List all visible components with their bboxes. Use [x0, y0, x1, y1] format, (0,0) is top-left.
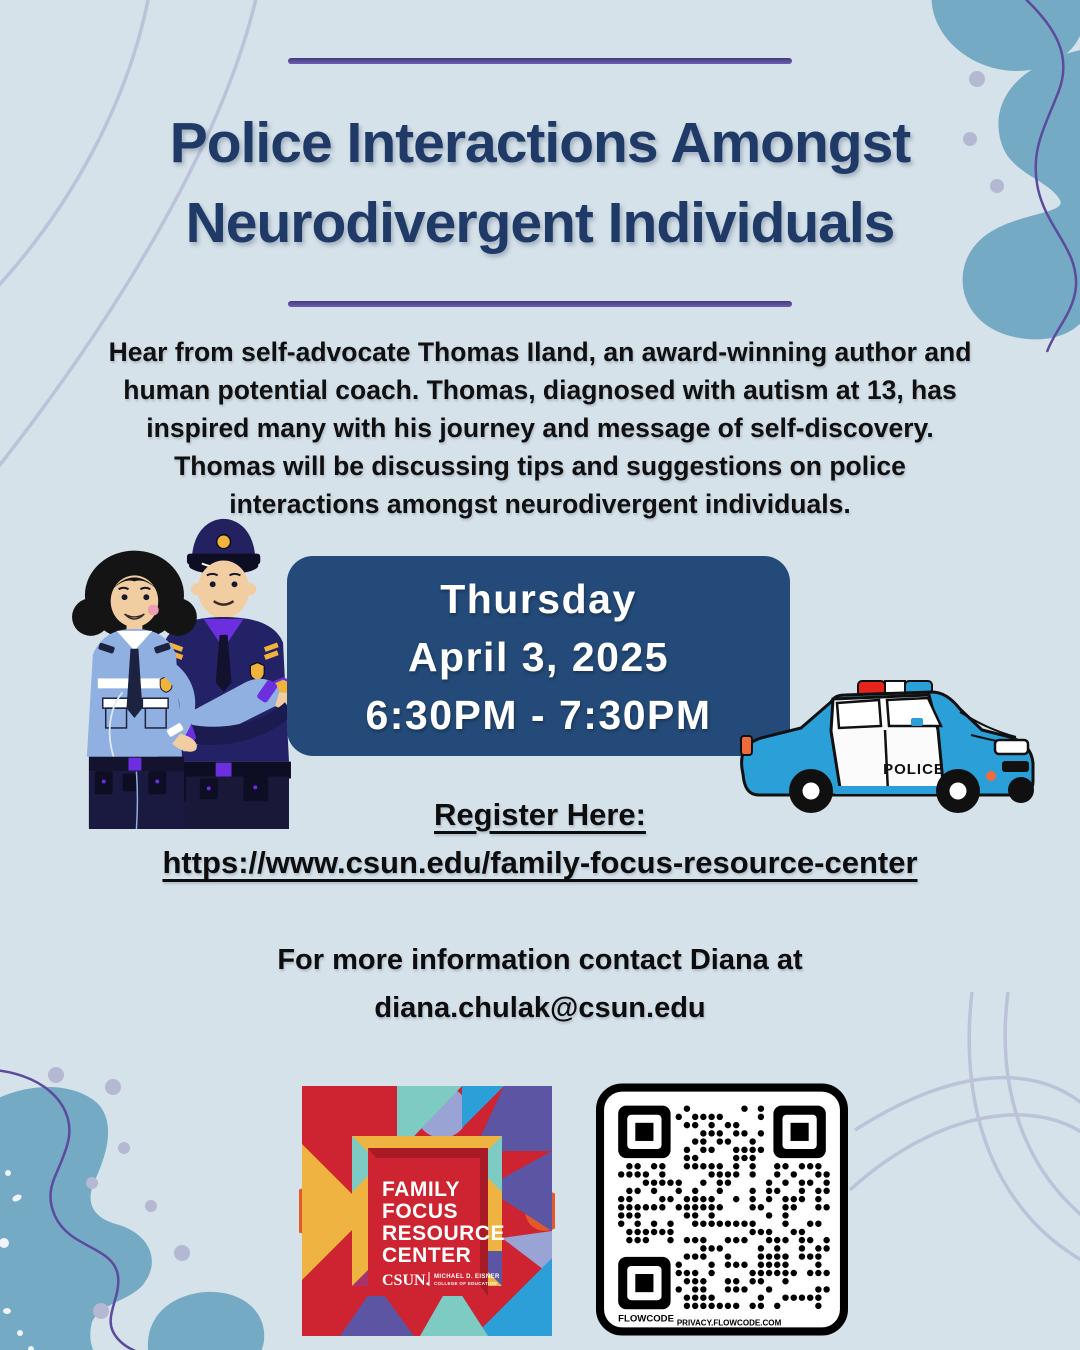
- contact-info-line1: For more information contact Diana at: [277, 944, 803, 976]
- bottom-left-blob: [0, 1067, 264, 1350]
- logo-college-line2: COLLEGE OF EDUCATION: [434, 1281, 497, 1286]
- page-title-line1: Police Interactions Amongst: [169, 111, 911, 175]
- qr-privacy-label: PRIVACY.FLOWCODE.COM: [676, 1318, 782, 1328]
- badge-icon: [250, 663, 264, 681]
- logo-name-line3: RESOURCE: [382, 1222, 506, 1245]
- event-date: April 3, 2025: [407, 634, 670, 680]
- ffrc-logo: [299, 1086, 555, 1336]
- logo-csun-brand: CSUN.: [382, 1272, 430, 1289]
- event-time: 6:30PM - 7:30PM: [365, 692, 712, 738]
- qr-finder-bottom-left: [618, 1257, 670, 1309]
- register-here-label: Register Here:: [434, 797, 646, 832]
- logo-name-line1: FAMILY: [382, 1178, 461, 1201]
- event-details-box: [287, 556, 790, 756]
- event-description: [90, 333, 990, 523]
- qr-flowcode-label: FLOWCODE: [618, 1313, 674, 1325]
- top-right-blob: [932, 0, 1080, 352]
- register-url-link[interactable]: https://www.csun.edu/family-focus-resource-center: [162, 845, 918, 880]
- description-line: Thomas will be discussing tips and suggestions on police: [174, 451, 906, 481]
- description-line: interactions amongst neurodivergent individuals.: [229, 489, 851, 519]
- title-divider-bottom: [288, 301, 792, 307]
- qr-finder-top-right: [773, 1106, 825, 1158]
- page-title-line2: Neurodivergent Individuals: [185, 191, 895, 255]
- contact-email: diana.chulak@csun.edu: [374, 992, 706, 1024]
- logo-name-line4: CENTER: [382, 1244, 472, 1267]
- police-officer-woman: [72, 551, 197, 829]
- police-officers-illustration: [53, 512, 311, 829]
- description-line: inspired many with his journey and message of self-discovery.: [146, 413, 934, 443]
- qr-finder-top-left: [618, 1106, 670, 1158]
- event-day: Thursday: [440, 576, 637, 622]
- police-car-label: POLICE: [883, 761, 945, 778]
- logo-name-line2: FOCUS: [382, 1200, 458, 1223]
- logo-college-line1: MICHAEL D. EISNER: [434, 1274, 500, 1280]
- description-line: human potential coach. Thomas, diagnosed with autism at 13, has: [123, 375, 957, 405]
- description-line: Hear from self-advocate Thomas Iland, an award-winning author and: [108, 337, 972, 367]
- title-divider-top: [288, 58, 792, 64]
- qr-code: [596, 1081, 848, 1338]
- bottom-right-arc-lines: [850, 992, 1080, 1266]
